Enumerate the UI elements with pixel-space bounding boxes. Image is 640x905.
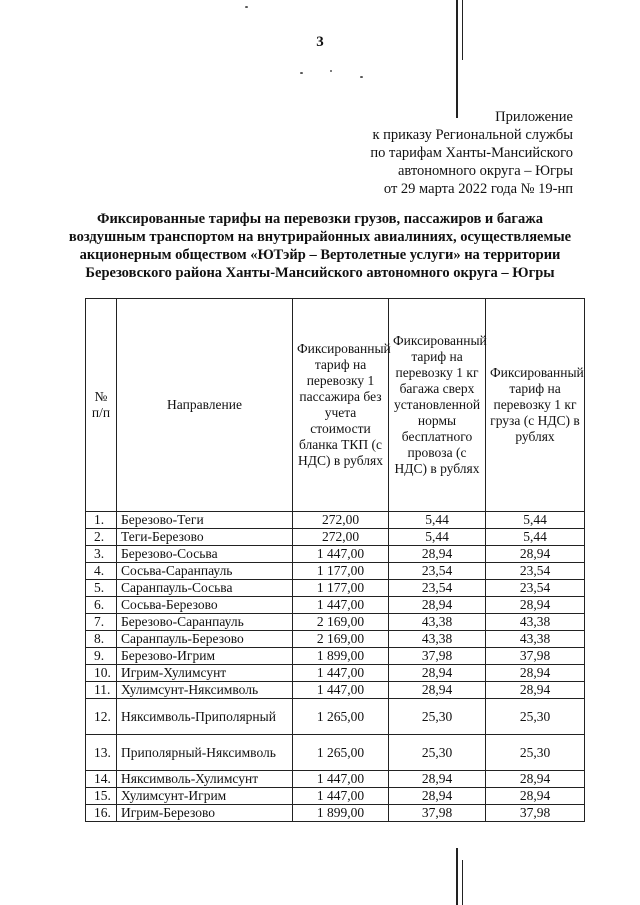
- row-passenger-tariff: 2 169,00: [293, 614, 389, 631]
- row-route: Саранпауль-Березово: [117, 631, 293, 648]
- appendix-line: от 29 марта 2022 года № 19-нп: [383, 181, 573, 197]
- tariff-table: [85, 298, 585, 822]
- row-cargo-tariff: 28,94: [486, 771, 585, 788]
- row-baggage-tariff: 23,54: [389, 580, 486, 597]
- row-cargo-tariff: 28,94: [486, 546, 585, 563]
- appendix-block: [273, 108, 573, 198]
- header-number: № п/п: [86, 299, 117, 512]
- document-title: [50, 210, 590, 282]
- row-number: 11.: [86, 682, 117, 699]
- row-baggage-tariff: 28,94: [389, 682, 486, 699]
- table-row: [86, 771, 585, 788]
- row-baggage-tariff: 28,94: [389, 546, 486, 563]
- table-header-row: [86, 299, 585, 512]
- row-baggage-tariff: 43,38: [389, 614, 486, 631]
- row-baggage-tariff: 28,94: [389, 771, 486, 788]
- row-passenger-tariff: 1 177,00: [293, 580, 389, 597]
- row-route: Приполярный-Няксимволь: [117, 735, 293, 771]
- row-cargo-tariff: 43,38: [486, 614, 585, 631]
- row-cargo-tariff: 37,98: [486, 648, 585, 665]
- scan-speck: [360, 76, 363, 78]
- title-line: Березовского района Ханты-Мансийского автономного округа – Югры: [85, 265, 555, 281]
- row-passenger-tariff: 1 447,00: [293, 597, 389, 614]
- row-baggage-tariff: 37,98: [389, 648, 486, 665]
- header-passenger-tariff: Фиксированный тариф на перевозку 1 пассажира без учета стоимости бланка ТКП (с НДС) в рублях: [293, 299, 389, 512]
- table-row: [86, 563, 585, 580]
- header-route: Направление: [117, 299, 293, 512]
- row-number: 8.: [86, 631, 117, 648]
- scan-artifact-bottom-2: [462, 860, 463, 905]
- scan-speck: [245, 6, 248, 8]
- row-passenger-tariff: 1 447,00: [293, 771, 389, 788]
- appendix-line: к приказу Региональной службы: [372, 127, 573, 143]
- header-cargo-tariff: Фиксированный тариф на перевозку 1 кг груза (с НДС) в рублях: [486, 299, 585, 512]
- row-number: 1.: [86, 512, 117, 529]
- row-number: 5.: [86, 580, 117, 597]
- table-row: [86, 580, 585, 597]
- row-cargo-tariff: 5,44: [486, 512, 585, 529]
- row-number: 16.: [86, 805, 117, 822]
- row-number: 15.: [86, 788, 117, 805]
- row-cargo-tariff: 28,94: [486, 665, 585, 682]
- row-cargo-tariff: 43,38: [486, 631, 585, 648]
- row-baggage-tariff: 25,30: [389, 699, 486, 735]
- row-cargo-tariff: 23,54: [486, 580, 585, 597]
- row-cargo-tariff: 37,98: [486, 805, 585, 822]
- row-passenger-tariff: 1 265,00: [293, 699, 389, 735]
- table-row: [86, 735, 585, 771]
- row-passenger-tariff: 1 899,00: [293, 805, 389, 822]
- row-route: Няксимволь-Приполярный: [117, 699, 293, 735]
- row-baggage-tariff: 23,54: [389, 563, 486, 580]
- page-number: 3: [316, 34, 324, 50]
- row-baggage-tariff: 28,94: [389, 665, 486, 682]
- row-passenger-tariff: 1 447,00: [293, 682, 389, 699]
- tariff-table-body: [86, 512, 585, 822]
- table-row: [86, 682, 585, 699]
- row-passenger-tariff: 272,00: [293, 512, 389, 529]
- row-route: Березово-Игрим: [117, 648, 293, 665]
- row-baggage-tariff: 28,94: [389, 788, 486, 805]
- row-number: 3.: [86, 546, 117, 563]
- table-row: [86, 788, 585, 805]
- row-number: 9.: [86, 648, 117, 665]
- row-route: Игрим-Хулимсунт: [117, 665, 293, 682]
- row-route: Сосьва-Саранпауль: [117, 563, 293, 580]
- row-passenger-tariff: 1 447,00: [293, 546, 389, 563]
- row-route: Хулимсунт-Няксимволь: [117, 682, 293, 699]
- row-number: 6.: [86, 597, 117, 614]
- title-line: воздушным транспортом на внутрирайонных авиалиниях, осуществляемые: [68, 229, 572, 245]
- row-passenger-tariff: 1 447,00: [293, 665, 389, 682]
- row-number: 4.: [86, 563, 117, 580]
- row-number: 13.: [86, 735, 117, 771]
- row-passenger-tariff: 1 899,00: [293, 648, 389, 665]
- row-baggage-tariff: 28,94: [389, 597, 486, 614]
- row-number: 12.: [86, 699, 117, 735]
- row-baggage-tariff: 43,38: [389, 631, 486, 648]
- row-cargo-tariff: 25,30: [486, 699, 585, 735]
- row-passenger-tariff: 1 447,00: [293, 788, 389, 805]
- table-row: [86, 529, 585, 546]
- row-number: 14.: [86, 771, 117, 788]
- scan-artifact-top-2: [462, 0, 463, 60]
- table-row: [86, 631, 585, 648]
- table-row: [86, 512, 585, 529]
- header-baggage-tariff: Фиксированный тариф на перевозку 1 кг багажа сверх установленной нормы бесплатного провоза (с НДС) в рублях: [389, 299, 486, 512]
- row-number: 2.: [86, 529, 117, 546]
- row-passenger-tariff: 1 265,00: [293, 735, 389, 771]
- row-route: Сосьва-Березово: [117, 597, 293, 614]
- row-baggage-tariff: 37,98: [389, 805, 486, 822]
- row-cargo-tariff: 25,30: [486, 735, 585, 771]
- row-baggage-tariff: 25,30: [389, 735, 486, 771]
- scan-speck: [300, 72, 303, 74]
- appendix-line: по тарифам Ханты-Мансийского: [370, 145, 573, 161]
- row-baggage-tariff: 5,44: [389, 512, 486, 529]
- table-row: [86, 614, 585, 631]
- row-route: Саранпауль-Сосьва: [117, 580, 293, 597]
- row-cargo-tariff: 28,94: [486, 788, 585, 805]
- row-cargo-tariff: 23,54: [486, 563, 585, 580]
- row-number: 10.: [86, 665, 117, 682]
- title-line: акционерным обществом «ЮТэйр – Вертолетные услуги» на территории: [79, 247, 561, 263]
- row-baggage-tariff: 5,44: [389, 529, 486, 546]
- row-route: Игрим-Березово: [117, 805, 293, 822]
- scan-speck: [330, 70, 332, 72]
- table-row: [86, 665, 585, 682]
- row-route: Березово-Саранпауль: [117, 614, 293, 631]
- scan-artifact-bottom: [456, 848, 458, 905]
- title-line: Фиксированные тарифы на перевозки грузов, пассажиров и багажа: [96, 211, 543, 227]
- row-route: Березово-Теги: [117, 512, 293, 529]
- row-route: Теги-Березово: [117, 529, 293, 546]
- row-passenger-tariff: 272,00: [293, 529, 389, 546]
- row-passenger-tariff: 2 169,00: [293, 631, 389, 648]
- row-cargo-tariff: 28,94: [486, 597, 585, 614]
- row-cargo-tariff: 5,44: [486, 529, 585, 546]
- table-row: [86, 546, 585, 563]
- table-row: [86, 699, 585, 735]
- row-route: Няксимволь-Хулимсунт: [117, 771, 293, 788]
- row-number: 7.: [86, 614, 117, 631]
- table-row: [86, 648, 585, 665]
- row-cargo-tariff: 28,94: [486, 682, 585, 699]
- row-route: Хулимсунт-Игрим: [117, 788, 293, 805]
- appendix-line: Приложение: [495, 109, 573, 125]
- table-row: [86, 805, 585, 822]
- appendix-line: автономного округа – Югры: [397, 163, 573, 179]
- row-passenger-tariff: 1 177,00: [293, 563, 389, 580]
- scan-artifact-top: [456, 0, 458, 118]
- row-route: Березово-Сосьва: [117, 546, 293, 563]
- table-row: [86, 597, 585, 614]
